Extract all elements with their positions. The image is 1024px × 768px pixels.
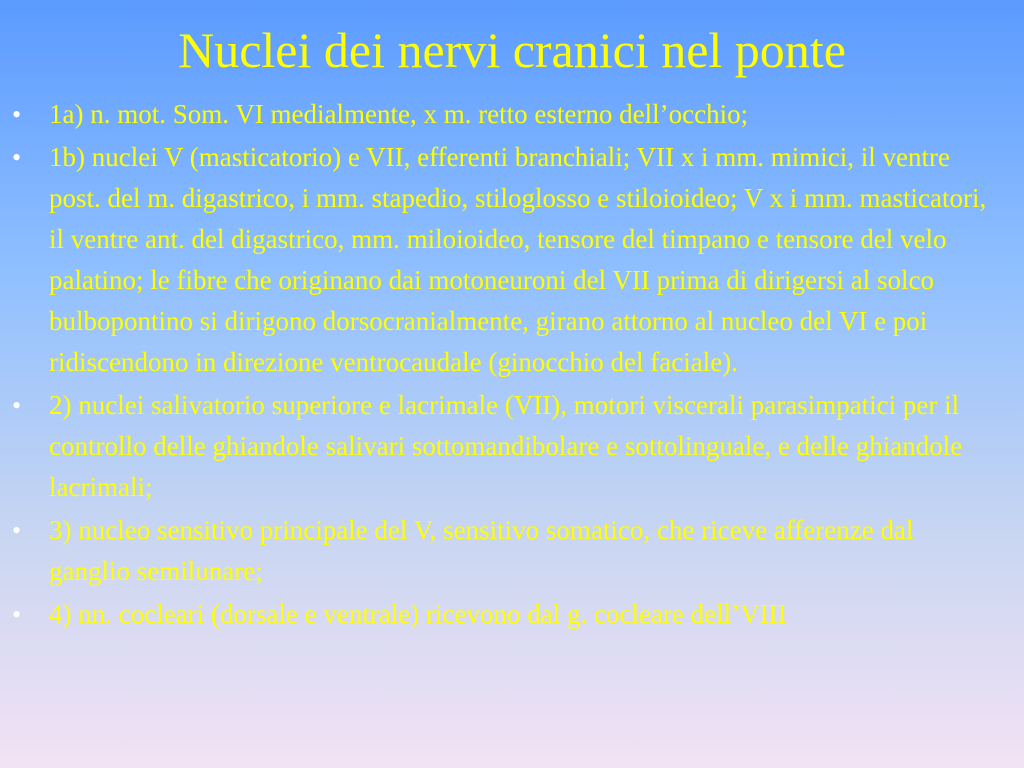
bullet-item xyxy=(0,385,1000,508)
bullet-item xyxy=(0,94,1000,135)
bullet-dot: • xyxy=(12,600,22,629)
bullet-item xyxy=(0,137,1000,383)
bullet-text: 3) nucleo sensitivo principale del V, sensitivo somatico, che riceve afferenze dal ganglio semilunare; xyxy=(49,515,914,586)
bullet-list xyxy=(0,94,1000,637)
bullet-text: 4) nn. cocleari (dorsale e ventrale) ricevono dal g. cocleare dell’VIII xyxy=(49,599,787,629)
bullet-dot: • xyxy=(12,143,22,172)
bullet-dot: • xyxy=(12,391,22,420)
bullet-text: 1a) n. mot. Som. VI medialmente, x m. retto esterno dell’occhio; xyxy=(49,99,749,129)
bullet-dot: • xyxy=(12,100,22,129)
bullet-item xyxy=(0,594,1000,635)
bullet-text: 1b) nuclei V (masticatorio) e VII, efferenti branchiali; VII x i mm. mimici, il ventre post. del m. digastrico, i mm. stapedio, stiloglosso e stiloioideo; V x i mm. masticatori, il ventre ant. del digastrico, mm. miloioideo, tensore del timpano e tensore del velo palatino; le fibre che originano dai motoneuroni del VII prima di dirigersi al solco bulbopontino si dirigono dorsocranialmente, girano attorno al nucleo del VI e poi ridiscendono in direzione ventrocaudale (ginocchio del faciale). xyxy=(49,142,987,377)
bullet-item xyxy=(0,510,1000,592)
slide-title: Nuclei dei nervi cranici nel ponte xyxy=(178,22,846,78)
bullet-dot: • xyxy=(12,516,22,545)
bullet-text: 2) nuclei salivatorio superiore e lacrimale (VII), motori viscerali parasimpatici per il controllo delle ghiandole salivari sottomandibolare e sottolinguale, e delle ghiandole lacrimali; xyxy=(49,390,963,502)
